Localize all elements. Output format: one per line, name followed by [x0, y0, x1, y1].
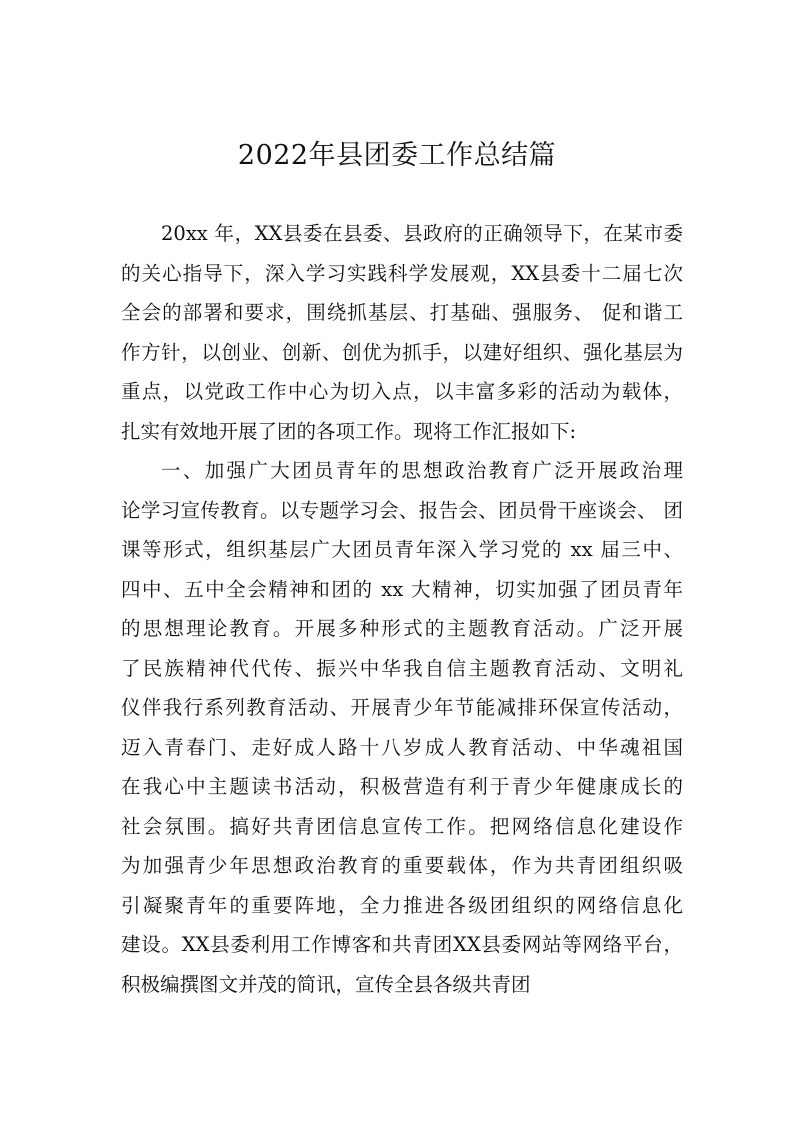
paragraph-line: 为加强青少年思想政治教育的重要载体，作为共青团组织吸 — [121, 854, 683, 877]
document-title: 2022年县团委工作总结篇 — [237, 140, 557, 171]
paragraph-line: 的思想理论教育。开展多种形式的主题教育活动。广泛开展 — [121, 617, 683, 640]
paragraph-line: 迈入青春门、走好成人路十八岁成人教育活动、中华魂祖国 — [121, 735, 683, 759]
paragraph-line: 扎实有效地开展了团的各项工作。现将工作汇报如下: — [121, 419, 577, 443]
paragraph-line: 作方针，以创业、创新、创优为抓手，以建好组织、强化基层为 — [121, 340, 683, 364]
paragraph-line: 重点，以党政工作中心为切入点，以丰富多彩的活动为载体， — [121, 380, 683, 403]
paragraph-line: 引凝聚青年的重要阵地，全力推进各级团组织的网络信息化 — [121, 893, 683, 917]
paragraph-line: 四中、五中全会精神和团的 xx 大精神，切实加强了团员青年 — [121, 577, 683, 601]
paragraph-line: 课等形式，组织基层广大团员青年深入学习党的 xx 届三中、 — [121, 538, 683, 561]
paragraph-line: 全会的部署和要求，围绕抓基层、打基础、强服务、 促和谐工 — [121, 301, 683, 324]
paragraph-line: 建设。XX县委利用工作博客和共青团XX县委网站等网络平台， — [121, 933, 683, 956]
paragraph-line: 在我心中主题读书活动，积极营造有利于青少年健康成长的 — [121, 775, 683, 798]
paragraph-line: 仪伴我行系列教育活动、开展青少年节能减排环保宣传活动， — [121, 696, 683, 719]
paragraph-line: 的关心指导下，深入学习实践科学发展观，XX县委十二届七次 — [121, 261, 683, 285]
paragraph-line: 了民族精神代代传、振兴中华我自信主题教育活动、文明礼 — [121, 656, 683, 680]
document-body — [121, 214, 683, 1004]
paragraph-line: 积极编撰图文并茂的简讯，宣传全县各级共青团 — [121, 972, 531, 996]
paragraph-line: 论学习宣传教育。以专题学习会、报告会、团员骨干座谈会、 团 — [121, 498, 683, 522]
paragraph-line: 社会氛围。搞好共青团信息宣传工作。把网络信息化建设作 — [121, 814, 683, 838]
paragraph-line: 20xx 年，XX县委在县委、县政府的正确领导下，在某市委 — [161, 222, 683, 245]
paragraph-line: 一、加强广大团员青年的思想政治教育广泛开展政治理 — [161, 459, 683, 482]
